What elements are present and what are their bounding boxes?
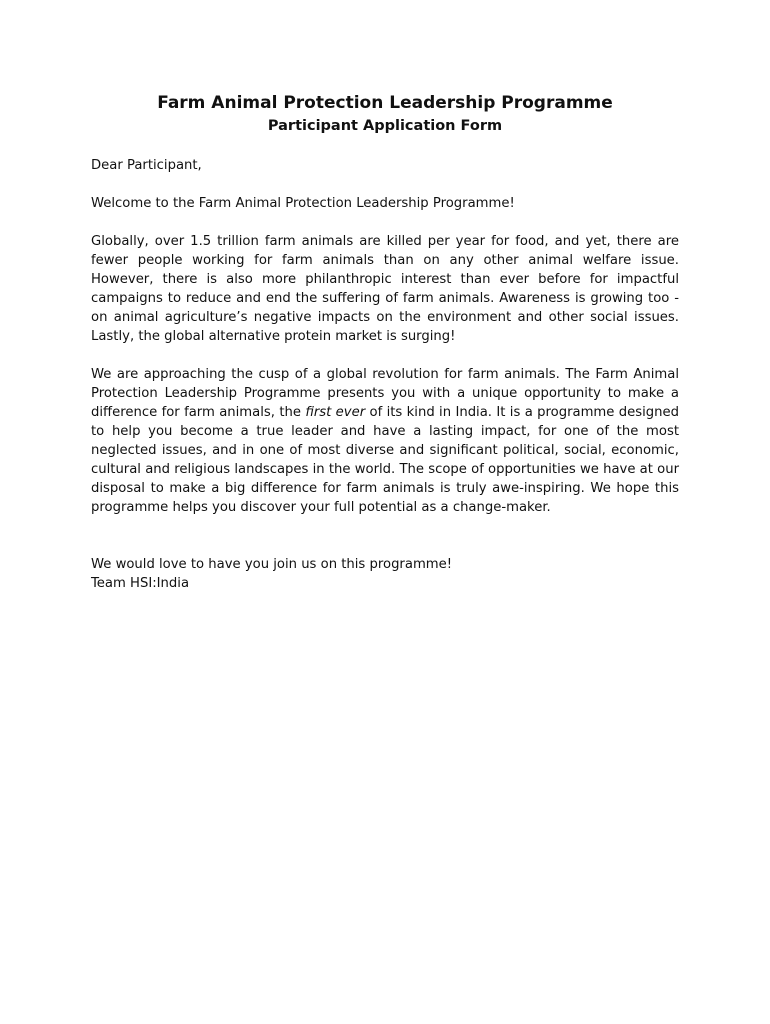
greeting: Dear Participant, [91, 158, 202, 173]
emphasis-first-ever: first ever [305, 405, 366, 420]
signature: Team HSI:India [91, 576, 190, 591]
paragraph-text-end: of its kind in India. It is a programme designed to help you become a true leader and have a lasting impact, for one of the most neglected issues, and in one of most diverse and significant political, social, economic, cultural and religious landscapes in the world. The scope of opportunities we have at our disposal to make a big difference for farm animals is truly awe-inspiring. We hope this programme helps you discover your full potential as a change-maker. [91, 405, 679, 515]
document-subtitle: Participant Application Form [267, 118, 503, 134]
document-title: Farm Animal Protection Leadership Programme [157, 93, 613, 113]
welcome-line: Welcome to the Farm Animal Protection Leadership Programme! [91, 196, 515, 211]
intro-paragraph: Globally, over 1.5 trillion farm animals are killed per year for food, and yet, there are fewer people working for farm animals than on any other animal welfare issue. However, there is also more philanthropic interest than ever before for impactful campaigns to reduce and end the suffering of farm animals. Awareness is growing too - on animal agriculture’s negative impacts on the environment and other social issues. Lastly, the global alternative protein market is surging! [91, 234, 679, 344]
closing-line: We would love to have you join us on this programme! [91, 557, 453, 572]
opportunity-paragraph [91, 365, 679, 517]
paragraph-text-start: We are approaching the cusp of a global revolution for farm animals. The Farm Animal Protection Leadership Programme presents you with a unique opportunity to make a difference for farm animals, the [91, 367, 679, 420]
